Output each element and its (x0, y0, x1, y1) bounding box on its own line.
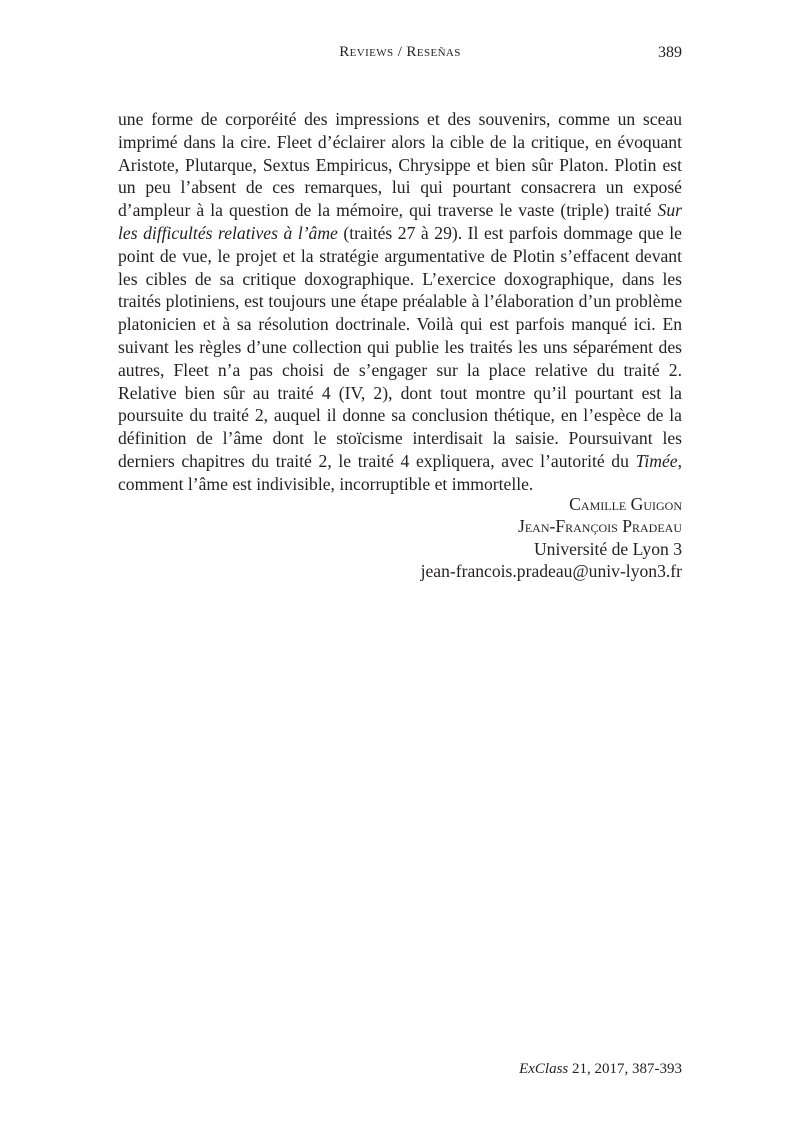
text-part-2: (traités 27 à 29). Il est parfois dommage que le point de vue, le projet et la stratégie argumentative de Plotin s’effacent devant les cibles de sa critique doxographique. L’exercice doxographique, dans les traités plotiniens, est toujours une étape préalable à l’élaboration d’un problème platonicien et à sa résolution doctrinale. Voilà qui est parfois manqué ici. En suivant les règles d’une collection qui publie les traités les uns séparément des autres, Fleet n’a pas choisi de s’engager sur la place relative du traité 2. Relative bien sûr au traité 4 (IV, 2), dont tout montre qu’il pourtant est la poursuite du traité 2, auquel il donne sa conclusion thétique, en l’espèce de la définition de l’âme dont le stoïcisme interdisait la saisie. Poursuivant les derniers chapitres du traité 2, le traité 4 expliquera, avec l’autorité du (118, 222, 682, 471)
text-part-1: une forme de corporéité des impressions et des souvenirs, comme un sceau imprimé dans la cire. Fleet d’éclairer alors la cible de la critique, en évoquant Aristote, Plutarque, Sextus Empiricus, Chrysippe et bien sûr Platon. Plotin est un peu l’absent de ces remarques, lui qui pourtant consacrera un exposé d’ampleur à la question de la mémoire, qui traverse le vaste (triple) traité (118, 109, 682, 221)
author-name: Jean-François Pradeau (517, 516, 682, 537)
author-affiliation: Université de Lyon 3 (533, 538, 682, 559)
page-header (118, 44, 682, 68)
page-number: 389 (658, 44, 682, 61)
review-body (118, 108, 682, 496)
text-part-3: , comment l’âme est indivisible, incorruptible et immortelle. (118, 450, 682, 494)
journal-name: ExClass (519, 1061, 569, 1077)
author-name: Camille Guigon (569, 494, 682, 514)
work-title-timee: Timée (635, 450, 678, 471)
work-title-sur-les-difficultes: Sur les difficultés relatives à l’âme (118, 200, 682, 243)
signature-block (421, 493, 682, 583)
review-paragraph (118, 108, 682, 496)
running-head: Reviews / Reseñas (339, 44, 461, 60)
journal-citation: 21, 2017, 387-393 (568, 1061, 682, 1077)
page-footer (519, 1061, 682, 1078)
author-email: jean-francois.pradeau@univ-lyon3.fr (420, 561, 682, 582)
